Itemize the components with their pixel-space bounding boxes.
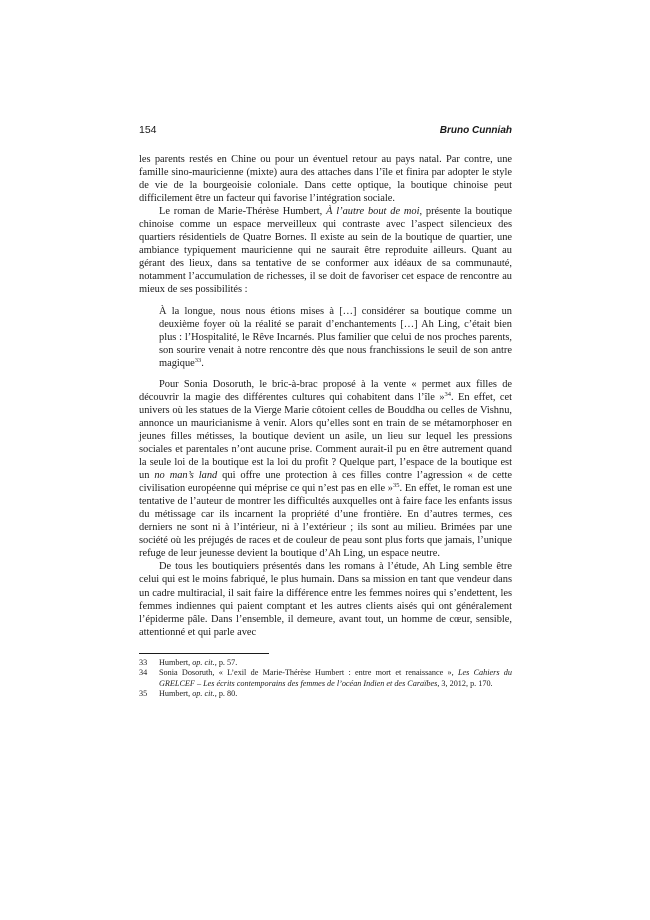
block-quote: À la longue, nous nous étions mises à […] considérer sa boutique comme un deuxième foyer où la réalité se parait d’enchantements […] Ah Ling, c’était bien plus : l’Hospitalité, le Rêve Incarnés. Plus familier que celui de nos proches parents, son sourire venait à notre rencontre dès que nous franchissions le seuil de son antre magique$^{33}$. (159, 305, 512, 369)
paragraph-3-text-d: . En effet, le roman est une tentative de l’auteur de montrer les difficultés auxquelles ont à faire face les enfants issus du métissage car ils incarnent la propriété d’une frontière. En d’autres termes, ces derniers ne sont ni à l’intérieur, ni à l’extérieur ; ils sont au milieu. Brimées par une société où les préjugés de races et de couleur de peau sont plus forts que jamais, l’unique refuge de leur jeunesse devient la boutique d’Ah Ling, un espace neutre. (139, 483, 512, 560)
paragraph-3 (139, 378, 512, 561)
page-header (139, 124, 512, 142)
paragraph-1: les parents restés en Chine ou pour un éventuel retour au pays natal. Par contre, une famille sino-mauricienne (mixte) aura des attaches dans l’île et finira par adopter le style de vie de la bourgeoisie coloniale. Dans cette optique, la boutique chinoise peut difficilement être un facteur qui favorise l’intégration sociale. (139, 154, 512, 205)
paragraph-3-text-a: Pour Sonia Dosoruth, le bric-à-brac proposé à la vente « permet aux filles de découvrir la magie des différentes cultures qui cohabitent dans l’île » (139, 378, 512, 403)
footnote-number: 34 (139, 668, 148, 678)
footnote-33 (139, 658, 512, 669)
footnote-italic: op. cit. (192, 657, 215, 667)
book-page (139, 124, 512, 700)
footnote-text-end: , p. 80. (214, 689, 238, 699)
footnote-text-end: , p. 57. (214, 657, 238, 667)
footnote-italic: op. cit. (192, 689, 215, 699)
paragraph-2 (139, 205, 512, 296)
footnote-ref-35: 35 (393, 482, 400, 490)
paragraph-4: De tous les boutiquiers présentés dans les romans à l’étude, Ah Ling semble être celui qui est le moins fabriqué, le plus humain. Dans sa mission en tant que vendeur dans un cadre multiracial, il sait faire la différence entre les femmes noires qui s’endettent, les femmes indiennes qui paient comptant et les autres clients aisés qui ont généralement l’épiderme pâle. Dans l’ensemble, il demeure, avant tout, un homme de cœur, sensible, attentionné et qui parle avec (139, 561, 512, 638)
footnote-ref-33: 33 (194, 356, 202, 364)
footnote-number: 33 (139, 657, 148, 667)
quote-text: À la longue, nous nous étions mises à […] considérer sa boutique comme un deuxième foyer où la réalité se parait d’enchantements […] Ah Ling, c’était bien plus : l’Hospitalité, le Rêve Incarnés. Plus familier que celui de nos proches parents, son sourire venait à notre rencontre dès que nous franchissions le seuil de son antre magique (159, 305, 512, 369)
footnotes (139, 653, 512, 700)
footnote-text: Sonia Dosoruth, « L’exil de Marie-Thérèse Humbert : entre mort et renaissance », (159, 668, 458, 678)
footnote-ref-34: 34 (444, 390, 452, 398)
footnote-35 (139, 689, 512, 700)
footnote-number: 35 (139, 689, 148, 699)
main-text (139, 153, 512, 639)
novel-title: À l’autre bout de moi (326, 206, 420, 218)
paragraph-2-text-a: Le roman de Marie-Thérèse Humbert, (159, 206, 327, 218)
footnote-text-end: , 3, 2012, p. 170. (437, 678, 493, 688)
footnote-separator (139, 653, 269, 654)
footnote-34 (139, 668, 512, 689)
page-number: 154 (139, 124, 157, 136)
paragraph-2-text-b: , présente la boutique chinoise comme un espace merveilleux qui contraste avec l’aspect silencieux des quartiers résidentiels de Quatre Bornes. Il existe au sein de la boutique de quartier, une ambiance typiquement mauricienne qui ne saurait être reproduite ailleurs. Quant au gérant des lieux, dans sa tentative de se conformer aux idéaux de sa communauté, notamment l’accumulation de richesses, il se doit de favoriser cet espace de rencontre au mieux de ses possibilités : (139, 206, 513, 296)
running-head-author: Bruno Cunniah (439, 125, 512, 136)
footnote-text: Humbert, (159, 689, 193, 699)
footnote-italic: Les Cahiers du GRELCEF – Les écrits contemporains des femmes de l’océan Indien et des Caraïbes (159, 668, 512, 688)
footnote-text: Humbert, (159, 657, 193, 667)
term-no-mans-land: no man’s land (154, 470, 218, 482)
paragraph-3-text-b: . En effet, cet univers où les statues de la Vierge Marie côtoient celles de Bouddha ou celles de Vishnu, annonce un mauricianisme à venir. Alors qu’elles sont en train de se métamorphoser en jeunes filles métisses, la boutique devient un asile, un lieu sur lequel les pressions sociales et parentales n’ont aucune prise. Comment aurait-il pu en être autrement quand la seule loi de la boutique est la loi du profit ? Quelque part, l’espace de la boutique est un (139, 391, 512, 482)
paragraph-3-text-c: qui offre une protection à ces filles contre l’agression « de cette civilisation européenne qui méprise ce qui n’est pas en elle » (139, 470, 512, 495)
